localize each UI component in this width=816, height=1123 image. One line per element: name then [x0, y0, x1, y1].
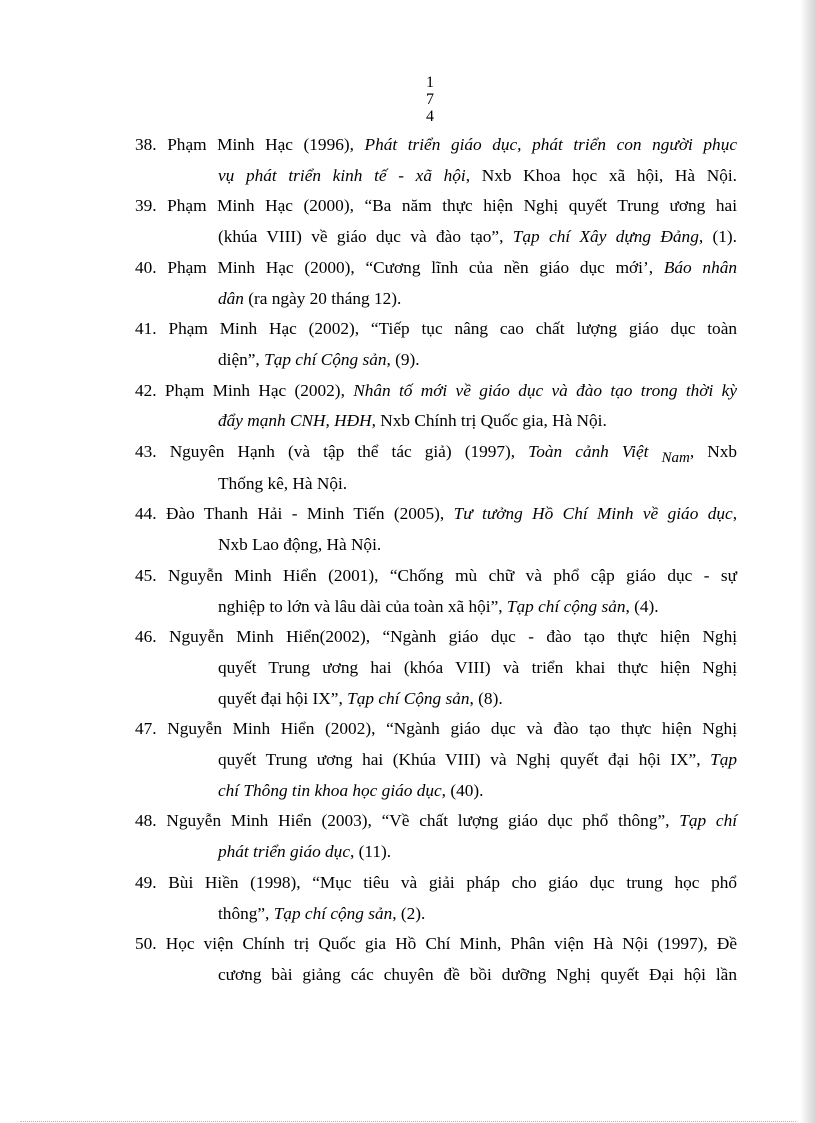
- reference-text: , (4).: [625, 596, 659, 616]
- reference-number: 48.: [135, 811, 167, 831]
- reference-first-line: [135, 437, 737, 469]
- reference-continuation-line: [135, 592, 737, 623]
- reference-number: 44.: [135, 504, 166, 524]
- reference-item: [135, 929, 737, 990]
- reference-text: Nguyễn Minh Hiển (2003), “Về chất lượng giáo dục phổ thông”,: [166, 811, 680, 831]
- reference-italic-title: vụ phát triển kinh tế - xã hội: [218, 165, 466, 185]
- reference-text: Phạm Minh Hạc (1996),: [167, 135, 365, 154]
- reference-first-line: [135, 191, 737, 222]
- reference-item: [135, 314, 737, 375]
- reference-continuation-line: [135, 222, 737, 253]
- reference-text: thông”,: [218, 903, 274, 923]
- reference-text: cương bài giảng các chuyên đề bồi dưỡng Nghị quyết Đại hội lần: [218, 964, 737, 984]
- reference-first-line: [135, 253, 737, 284]
- reference-italic-title: Tạp: [710, 750, 737, 770]
- reference-text: Phạm Minh Hạc (2002), “Tiếp tục nâng cao chất lượng giáo dục toàn: [168, 319, 737, 339]
- reference-text: , (1).: [698, 227, 737, 247]
- reference-continuation-line: [135, 837, 737, 868]
- reference-text: quyết Trung ương hai (khóa VIII) và triển khai thực hiện Nghị: [218, 657, 737, 677]
- reference-number: 49.: [135, 872, 169, 892]
- reference-text: Bùi Hiền (1998), “Mục tiêu và giải pháp cho giáo dục trung học phổ: [168, 872, 738, 892]
- reference-text: Phạm Minh Hạc (2000), “Ba năm thực hiện Nghị quyết Trung ương hai: [167, 196, 738, 216]
- reference-item: [135, 561, 737, 622]
- reference-text: Nxb Lao động, Hà Nội.: [218, 535, 382, 555]
- reference-text: Nguyên Hạnh (và tập thể tác giả) (1997),: [169, 442, 529, 462]
- reference-text: Phạm Minh Hạc (2002),: [164, 380, 354, 400]
- reference-italic-title: Tạp chí Xây dựng Đảng: [512, 227, 699, 247]
- reference-text: Nguyễn Minh Hiển (2002), “Ngành giáo dục và đào tạo thực hiện Nghị: [167, 719, 737, 739]
- reference-italic-title: chí Thông tin khoa học giáo dục: [218, 780, 442, 800]
- reference-item: [135, 376, 737, 437]
- reference-text: diện”,: [218, 349, 265, 369]
- reference-text: Nguyễn Minh Hiển (2001), “Chống mù chữ và phổ cập giáo dục - sự: [168, 565, 738, 585]
- page-edge-shadow: [800, 0, 816, 1123]
- reference-number: 40.: [135, 257, 168, 277]
- reference-text: , (40).: [441, 780, 484, 800]
- page-number-digit: 1: [426, 74, 434, 91]
- reference-italic-title: dân: [218, 288, 244, 308]
- reference-first-line: [135, 622, 737, 653]
- reference-list: [135, 130, 737, 991]
- reference-item: [135, 622, 737, 714]
- reference-first-line: [135, 561, 737, 592]
- reference-continuation-line: [135, 653, 737, 684]
- reference-italic-title: Nam: [661, 450, 690, 467]
- reference-continuation-line: [135, 960, 737, 991]
- reference-text: quyết Trung ương hai (Khúa VIII) và Nghị quyết đại hội IX”,: [218, 750, 711, 770]
- reference-first-line: [135, 499, 737, 530]
- reference-first-line: [135, 314, 737, 345]
- reference-continuation-line: [135, 745, 737, 776]
- page-number-digit: 4: [426, 108, 434, 125]
- reference-item: [135, 437, 737, 499]
- reference-text: , (9).: [386, 349, 420, 369]
- reference-number: 45.: [135, 565, 169, 585]
- reference-continuation-line: [135, 345, 737, 376]
- reference-number: 41.: [135, 319, 169, 339]
- reference-continuation-line: [135, 684, 737, 715]
- reference-italic-title: Tạp chí: [679, 811, 738, 831]
- reference-italic-title: Tạp chí cộng sản: [273, 903, 393, 923]
- reference-number: 39.: [135, 196, 168, 216]
- reference-text: nghiệp to lớn và lâu dài của toàn xã hội”,: [218, 596, 507, 616]
- reference-text: Học viện Chính trị Quốc gia Hồ Chí Minh, Phân viện Hà Nội (1997), Đề: [165, 934, 738, 954]
- reference-first-line: [135, 929, 737, 960]
- reference-text: (ra ngày 20 tháng 12).: [243, 288, 402, 308]
- reference-italic-title: đẩy mạnh CNH, HĐH: [218, 411, 372, 431]
- reference-item: [135, 191, 737, 252]
- reference-text: Thống kê, Hà Nội.: [218, 473, 348, 493]
- reference-item: [135, 130, 737, 191]
- reference-item: [135, 868, 737, 929]
- reference-text: , Nxb Chính trị Quốc gia, Hà Nội.: [371, 411, 607, 431]
- reference-continuation-line: [135, 284, 737, 315]
- reference-continuation-line: [135, 161, 737, 192]
- reference-italic-title: Tư tưởng Hồ Chí Minh về giáo dục: [453, 504, 733, 524]
- page-number: [0, 74, 816, 125]
- reference-first-line: [135, 714, 737, 745]
- reference-italic-title: Phát triển giáo dục, phát triển con người phục: [364, 135, 738, 154]
- reference-continuation-line: [135, 776, 737, 807]
- reference-text: (khúa VIII) về giáo dục và đào tạo”,: [218, 227, 513, 247]
- reference-first-line: [135, 130, 737, 161]
- reference-text: ,: [732, 504, 738, 524]
- reference-text: quyết đại hội IX”,: [218, 688, 348, 708]
- reference-italic-title: Tạp chí Cộng sản: [264, 349, 387, 369]
- reference-continuation-line: [135, 899, 737, 930]
- reference-first-line: [135, 376, 737, 407]
- reference-number: 43.: [135, 442, 170, 462]
- reference-italic-title: Báo nhân: [663, 257, 737, 277]
- reference-continuation-line: [135, 406, 737, 437]
- reference-item: [135, 253, 737, 314]
- reference-text: , (2).: [392, 903, 426, 923]
- reference-text: , Nxb Khoa học xã hội, Hà Nội.: [465, 165, 737, 185]
- reference-item: [135, 714, 737, 806]
- reference-text: Phạm Minh Hạc (2000), “Cương lĩnh của nền giáo dục mới’,: [167, 257, 664, 277]
- reference-number: 42.: [135, 380, 165, 400]
- reference-continuation-line: [135, 469, 737, 500]
- reference-number: 47.: [135, 719, 168, 739]
- reference-continuation-line: [135, 530, 737, 561]
- reference-text: , Nxb: [689, 442, 738, 462]
- reference-italic-title: Tạp chí Cộng sản: [347, 688, 470, 708]
- reference-number: 38.: [135, 135, 168, 154]
- reference-italic-title: phát triển giáo dục: [218, 842, 350, 862]
- page-bottom-border: [20, 1121, 796, 1122]
- reference-text: , (11).: [350, 842, 392, 862]
- reference-item: [135, 806, 737, 867]
- reference-first-line: [135, 868, 737, 899]
- reference-text: , (8).: [469, 688, 503, 708]
- reference-italic-title: Toàn cảnh Việt: [528, 442, 662, 462]
- page-number-digit: 7: [426, 91, 434, 108]
- reference-italic-title: Tạp chí cộng sản: [506, 596, 626, 616]
- reference-first-line: [135, 806, 737, 837]
- reference-item: [135, 499, 737, 560]
- reference-text: Đào Thanh Hải - Minh Tiến (2005),: [166, 504, 454, 524]
- reference-number: 50.: [135, 934, 166, 954]
- reference-number: 46.: [135, 627, 170, 647]
- reference-italic-title: Nhân tố mới về giáo dục và đào tạo trong thời kỳ: [353, 380, 737, 400]
- reference-text: Nguyễn Minh Hiển(2002), “Ngành giáo dục - đào tạo thực hiện Nghị: [169, 627, 738, 647]
